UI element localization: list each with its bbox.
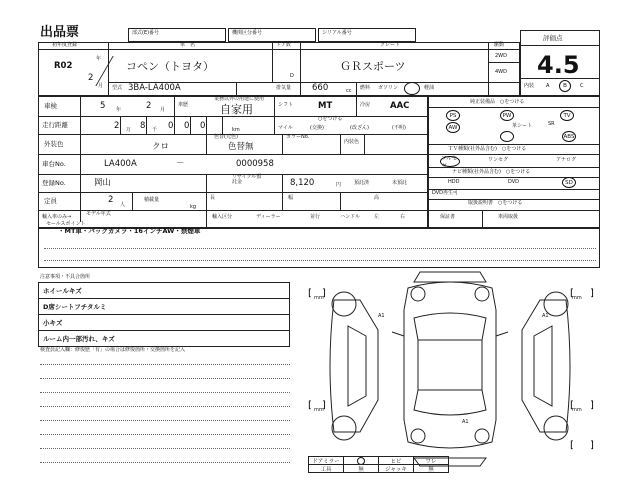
color-change: 色替無 [228, 142, 254, 152]
score-label: 評価点 [543, 34, 563, 42]
eq-aw-circle: AW [446, 122, 460, 133]
eq-abs-circle: ABS [562, 131, 576, 142]
score-value: 4.5 [537, 51, 580, 79]
svg-text:]: ] [322, 288, 326, 299]
tv-fullseg-circle: フルセグ [440, 156, 460, 167]
reg-month: 2 [88, 73, 94, 83]
usage-value: 自家用 [220, 103, 253, 116]
svg-text:[: [ [570, 440, 574, 451]
model-label: 型式 [112, 85, 123, 91]
svg-text:]: ] [590, 400, 594, 411]
fuel-circle [404, 82, 420, 95]
svg-text:]: ] [322, 400, 326, 411]
header-box-2: 機関区分番号 [228, 28, 316, 42]
mark-a1-left: A1 [378, 313, 385, 319]
registration: 岡山 [94, 178, 112, 188]
eq-ps-circle: PS [446, 110, 460, 121]
displacement-value: 660 [312, 83, 329, 93]
svg-text:]: ] [590, 288, 594, 299]
note-item: ホイールキズ [38, 282, 290, 299]
year-era: R02 [54, 61, 73, 71]
mark-a1-rear: A1 [462, 419, 469, 425]
eq-pw-circle: PW [500, 110, 514, 121]
chassis-model: LA400A [104, 159, 137, 169]
sales-points-text: ・MT車・バックカメラ・16インチAW・禁煙車 [58, 227, 201, 235]
navi-sd-circle: SD [562, 177, 576, 188]
grade-label: グレード [380, 42, 401, 48]
form-title: 出品票 [40, 25, 80, 40]
eq-tv-circle: TV [560, 110, 574, 121]
drive-label: 駆動 [494, 42, 505, 48]
mark-a1-right: A1 [542, 313, 549, 319]
notes-label: 注意事項・不具合箇所 [40, 274, 91, 280]
note-item: ルーム内一部汚れ、キズ [38, 330, 290, 347]
exterior-color: クロ [152, 142, 170, 152]
interior-circle: B [559, 80, 571, 92]
note-item: 小キズ [38, 314, 290, 331]
car-damage-diagram [300, 270, 600, 470]
model-value: 3BA-LA400A [128, 83, 181, 93]
header-box-1: 部式(E)番号 [128, 28, 226, 42]
capacity: 2 [108, 195, 114, 205]
sales-points-label: セールスポイント [46, 221, 86, 227]
header-box-3: シリアル番号 [318, 28, 416, 42]
svg-text:[: [ [308, 400, 312, 411]
inspection-label: 検査員記入欄：修復歴「有」の場合は修復箇所・交換箇所を記入 [40, 347, 186, 353]
shaken-year: 5 [100, 101, 106, 111]
grade-value: ＧＲスポーツ [340, 60, 406, 73]
vehicle-name: コペン（トヨタ） [126, 60, 214, 73]
eq-extra-circle [500, 131, 514, 142]
ac-value: AAC [390, 101, 410, 111]
door-label: ドア数 [276, 42, 291, 48]
name-label: 車 名 [180, 42, 196, 48]
note-item: D席シートフチタルミ [38, 298, 290, 315]
year-label: 初年度登録 [52, 42, 78, 48]
shaken-month: 2 [146, 101, 152, 111]
svg-text:[: [ [570, 400, 574, 411]
chassis-number: 0000958 [236, 159, 274, 169]
svg-text:]: ] [590, 440, 594, 451]
shift-value: MT [318, 101, 333, 111]
recycle-fee: 8,120 [290, 178, 315, 188]
svg-text:[: [ [570, 288, 574, 299]
svg-text:[: [ [308, 288, 312, 299]
